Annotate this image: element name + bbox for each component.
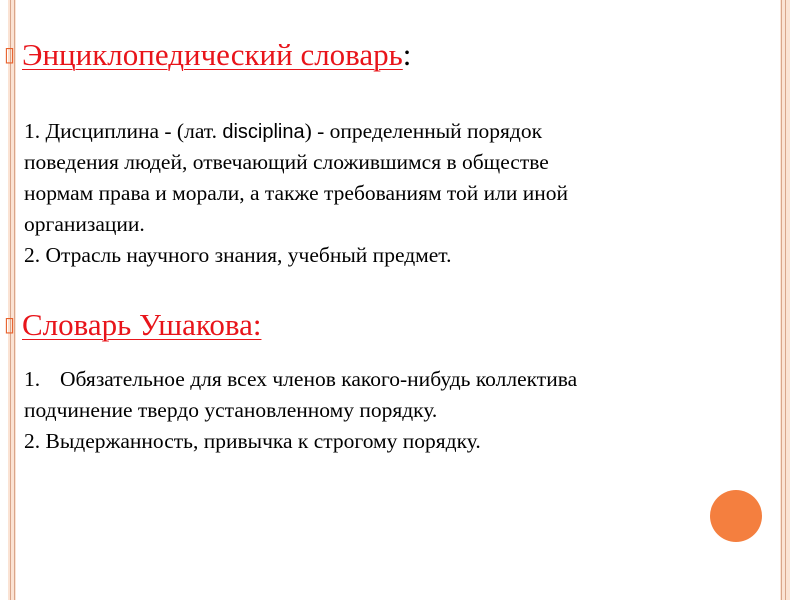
square-bullet-icon: ▯ xyxy=(4,42,16,66)
definition-line: нормам права и морали, а также требованиям той или иной xyxy=(24,181,569,205)
definition-line: 2. Отрасль научного знания, учебный предмет. xyxy=(24,243,452,267)
frame-line-right-outer xyxy=(785,0,786,600)
slide-content-area xyxy=(16,0,780,600)
definition-line: поведения людей, отвечающий сложившимся в обществе xyxy=(24,150,549,174)
definition-line: подчинение твердо установленному порядку. xyxy=(24,398,438,422)
frame-line-right-inner xyxy=(781,0,782,600)
definition-line: 1. Дисциплина - (лат. disciplina) - определенный порядок xyxy=(24,119,543,143)
heading-encyclopedic-dictionary: Энциклопедический словарь: xyxy=(22,37,412,72)
definition-line: 1. Обязательное для всех членов какого-нибудь коллектива xyxy=(24,367,578,391)
definition-line: организации. xyxy=(24,212,145,236)
definition-line: 2. Выдержанность, привычка к строгому порядку. xyxy=(24,429,481,453)
heading-ushakov-dictionary: Словарь Ушакова: xyxy=(22,307,262,342)
definition-block-ushakov xyxy=(24,364,577,457)
orange-circle xyxy=(710,490,762,542)
frame-line-left-inner xyxy=(14,0,15,600)
frame-line-left-outer xyxy=(10,0,11,600)
square-bullet-icon: ▯ xyxy=(4,312,16,336)
definition-block-encyclopedic xyxy=(24,116,568,271)
